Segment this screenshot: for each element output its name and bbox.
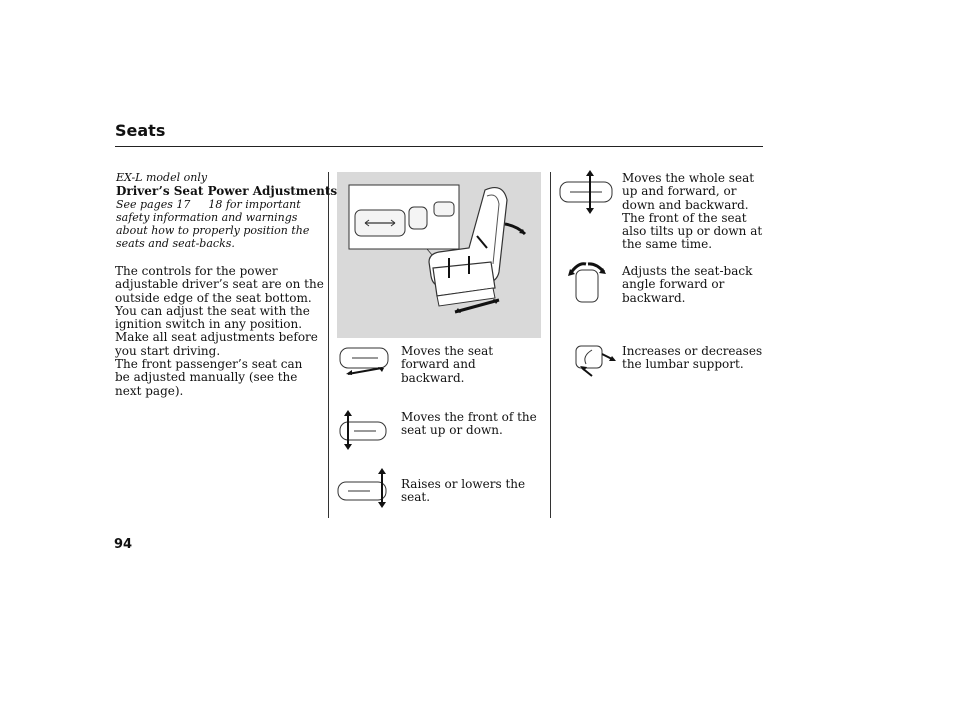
item-height-text: Raises or lowers the seat. [401,477,526,505]
paragraph-controls: The controls for the power adjustable driver’s seat are on the outside edge of the seat bottom. You can adjust the seat with the ignition switch in any position. Make all seat adjustments before you start driving. [115,264,324,358]
safety-note: See pages 17 18 for important safety information and warnings about how to properly position the seats and seat-backs. [116,198,310,250]
seat-switch-slide-icon [338,344,392,376]
lumbar-switch-icon [572,340,616,378]
paragraph-passenger-seat: The front passenger’s seat can be adjusted manually (see the next page). [115,357,303,398]
power-seat-illustration [337,172,541,338]
item-whole-seat-text: Moves the whole seat up and forward, or down and backward. The front of the seat also tilts up or down at the same time. [622,171,763,252]
section-subheading: Driver’s Seat Power Adjustments [116,184,338,198]
seat-switch-front-tilt-icon [336,408,390,452]
item-slide-text: Moves the seat forward and backward. [401,344,494,385]
seatback-switch-icon [566,260,608,306]
column-divider-left [328,172,329,518]
title-rule [115,146,763,147]
seat-switch-height-icon [336,466,390,510]
page-title: Seats [115,121,166,140]
item-seatback-text: Adjusts the seat-back angle forward or backward. [622,264,753,305]
seat-switch-whole-seat-icon [558,170,616,214]
model-note: EX-L model only [116,171,208,184]
item-lumbar-text: Increases or decreases the lumbar support. [622,344,763,372]
item-front-tilt-text: Moves the front of the seat up or down. [401,410,537,438]
page-number: 94 [114,537,133,552]
column-divider-right [550,172,551,518]
